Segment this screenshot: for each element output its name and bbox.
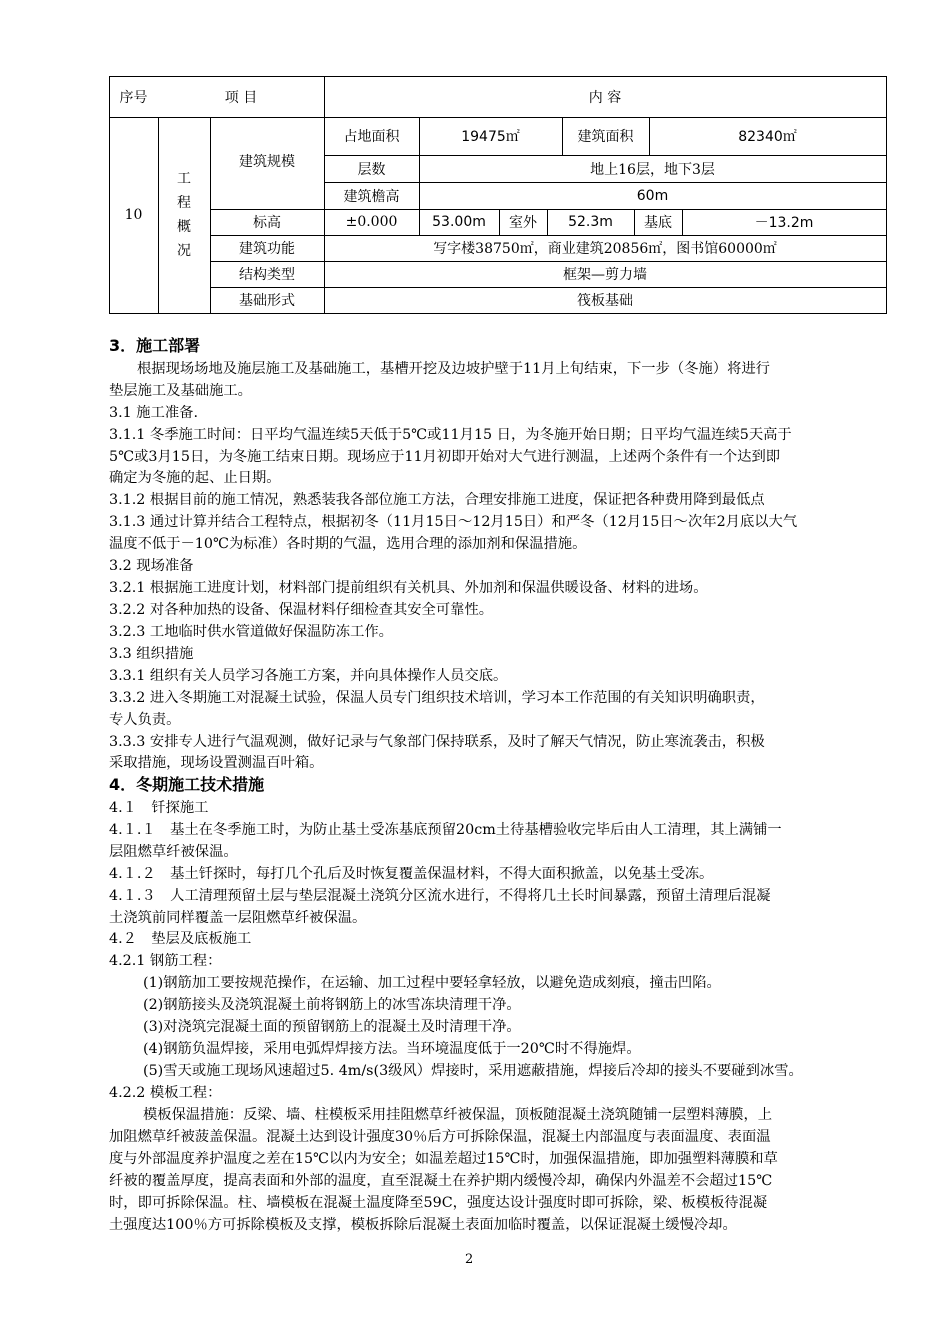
paragraph-line: 3.2.1 根据施工进度计划，材料部门提前组织有关机具、外加剂和保温供暖设备、材料的进场。: [109, 580, 708, 596]
paragraph-line: 4.１.２ 基土钎探时，每打几个孔后及时恢复覆盖保温材料，不得大面积掀盖，以免基土受冻。: [109, 866, 714, 882]
paragraph-line: 土强度达100％方可拆除模板及支撑，模板拆除后混凝土表面加临时覆盖，以保证混凝土缓慢冷却。: [109, 1217, 737, 1233]
floors-label: 层数: [357, 161, 386, 178]
outdoor-value: 52.3m: [568, 214, 613, 230]
category-char: 工: [177, 171, 191, 187]
subheading: 4.2.1 钢筋工程：: [109, 953, 222, 969]
paragraph-line: 时，即可拆除保温。柱、墙模板在混凝土温度降至59C，强度达设计强度时即可拆除，梁、板模板待混凝: [109, 1195, 768, 1211]
section-heading-4: 4．冬期施工技术措施: [109, 775, 265, 794]
row-number: 10: [124, 207, 143, 223]
list-item: (3)对浇筑完混凝土面的预留钢筋上的混凝土及时清理干净。: [143, 1019, 521, 1035]
subheading: 4.2.2 模板工程：: [109, 1085, 222, 1101]
outdoor-label: 室外: [509, 215, 537, 231]
floor-area-label: 建筑面积: [577, 129, 634, 145]
paragraph-line: 加阻燃草纤被菠盖保温。混凝土达到设计强度30％后方可拆除保温，混凝土内部温度与表面温度、表面温: [109, 1129, 771, 1145]
paragraph-line: 3.3.2 进入冬期施工对混凝土试验，保温人员专门组织技术培训，学习本工作范围的有关知识明确职责，: [109, 690, 765, 706]
paragraph-line: 根据现场场地及施层施工及基础施工，基槽开挖及边坡护壁于11月上旬结束，下一步（冬施）将进行: [137, 361, 770, 377]
paragraph-line: 3.3.1 组织有关人员学习各施工方案，并向具体操作人员交底。: [109, 668, 508, 684]
paragraph-line: 4.１.３ 人工清理预留土层与垫层混凝土浇筑分区流水进行，不得将几土长时间暴露，预留土清理后混凝: [109, 888, 771, 904]
base-label: 基底: [644, 215, 672, 231]
paragraph-line: 3.2.3 工地临时供水管道做好保温防冻工作。: [109, 624, 393, 640]
header-no: 序号: [119, 89, 148, 106]
list-item: (5)雪天或施工现场风速超过5. 4m/s(3级风）焊接时，采用遮蔽措施，焊接后冷却的接头不要碰到冰雪。: [143, 1063, 803, 1079]
paragraph-line: 确定为冬施的起、止日期。: [109, 470, 281, 486]
structure-label: 结构类型: [239, 267, 295, 283]
paragraph-line: 5℃或3月15日，为冬施工结束日期。现场应于11月初即开始对大气进行测温，上述两个条件有一个达到即: [109, 449, 781, 465]
subheading: 3.1 施工准备.: [109, 405, 199, 421]
header-content: 内 容: [588, 89, 622, 106]
function-value: 写字楼38750㎡，商业建筑20856㎡，图书馆60000㎡: [433, 241, 777, 257]
build-scale-label: 建筑规模: [239, 154, 295, 170]
foundation-label: 基础形式: [239, 293, 295, 309]
floors-value: 地上16层，地下3层: [590, 161, 715, 178]
category-label: [158, 117, 210, 313]
list-item: (2)钢筋接头及浇筑混凝土前将钢筋上的冰雪冻块清理干净。: [143, 997, 521, 1013]
eave-label: 建筑檐高: [343, 188, 400, 205]
header-item: 项 目: [224, 89, 258, 106]
paragraph-line: 3.1.2 根据目前的施工情况，熟悉装我各部位施工方法，合理安排施工进度，保证把各种费用降到最低点: [109, 492, 765, 508]
land-area-label: 占地面积: [343, 129, 400, 145]
elevation-label: 标高: [253, 215, 281, 231]
paragraph-line: 3.1.3 通过计算并结合工程特点，根据初冬（11月15日～12月15日）和严冬（12月15日～次年2月底以大气: [109, 514, 798, 530]
function-label: 建筑功能: [239, 241, 295, 257]
paragraph-line: 度与外部温度养护温度之差在15℃以内为安全；如温差超过15℃时，加强保温措施，即加强塑料薄膜和草: [109, 1151, 778, 1167]
subheading: 3.2 现场准备: [109, 558, 194, 574]
land-area-value: 19475㎡: [461, 129, 520, 145]
foundation-value: 筏板基础: [577, 293, 633, 309]
paragraph-line: 3.2.2 对各种加热的设备、保温材料仔细检查其安全可靠性。: [109, 602, 494, 618]
paragraph-line: 土浇筑前同样覆盖一层阻燃草纤被保温。: [109, 910, 367, 926]
paragraph-line: 温度不低于－10℃为标准）各时期的气温，选用合理的添加剂和保温措施。: [109, 536, 587, 552]
list-item: (4)钢筋负温焊接，采用电弧焊焊接方法。当环境温度低于一20℃时不得施焊。: [143, 1041, 641, 1057]
category-char: 概: [177, 219, 191, 235]
list-item: (1)钢筋加工要按规范操作，在运输、加工过程中要轻拿轻放，以避免造成刻痕，撞击凹陷。: [143, 975, 721, 991]
paragraph-line: 层阻燃草纤被保温。: [109, 844, 238, 860]
subheading: 4.２ 垫层及底板施工: [109, 931, 252, 947]
category-char: 况: [177, 243, 191, 259]
paragraph-line: 采取措施，现场设置测温百叶箱。: [109, 755, 324, 771]
paragraph-line: 3.3.3 安排专人进行气温观测，做好记录与气象部门保持联系，及时了解天气情况，防止寒流袭击，积极: [109, 734, 765, 750]
project-overview-table: [109, 76, 887, 314]
base-value: －13.2m: [754, 215, 814, 231]
paragraph-line: 3.1.1 冬季施工时间：日平均气温连续5天低于5℃或11月15 日，为冬施开始日期；日平均气温连续5天高于: [109, 427, 792, 443]
structure-value: 框架—剪力墙: [563, 267, 647, 283]
eave-value: 60m: [636, 187, 669, 204]
page-number: 2: [465, 1252, 474, 1267]
subheading: 3.3 组织措施: [109, 646, 194, 662]
elevation-zero-value: 53.00m: [432, 214, 486, 230]
section-heading-3: 3．施工部署: [109, 336, 201, 355]
subheading: 4.１ 钎探施工: [109, 800, 209, 816]
paragraph-line: 纤被的覆盖厚度，提高表面和外部的温度，直至混凝土在养护期内缓慢冷却，确保内外温差不会超过15℃: [109, 1173, 773, 1189]
paragraph-line: 垫层施工及基础施工。: [109, 383, 252, 399]
paragraph-line: 专人负责。: [109, 712, 181, 728]
paragraph-line: 4.１.１ 基土在冬季施工时，为防止基土受冻基底预留20cm土待基槽验收完毕后由人工清理，其上满铺一: [109, 822, 782, 838]
category-char: 程: [177, 195, 191, 211]
elevation-zero: ±0.000: [345, 214, 398, 230]
floor-area-value: 82340㎡: [738, 129, 797, 145]
paragraph-line: 模板保温措施：反梁、墙、柱模板采用挂阻燃草纤被保温，顶板随混凝土浇筑随铺一层塑料薄膜，上: [143, 1107, 773, 1123]
